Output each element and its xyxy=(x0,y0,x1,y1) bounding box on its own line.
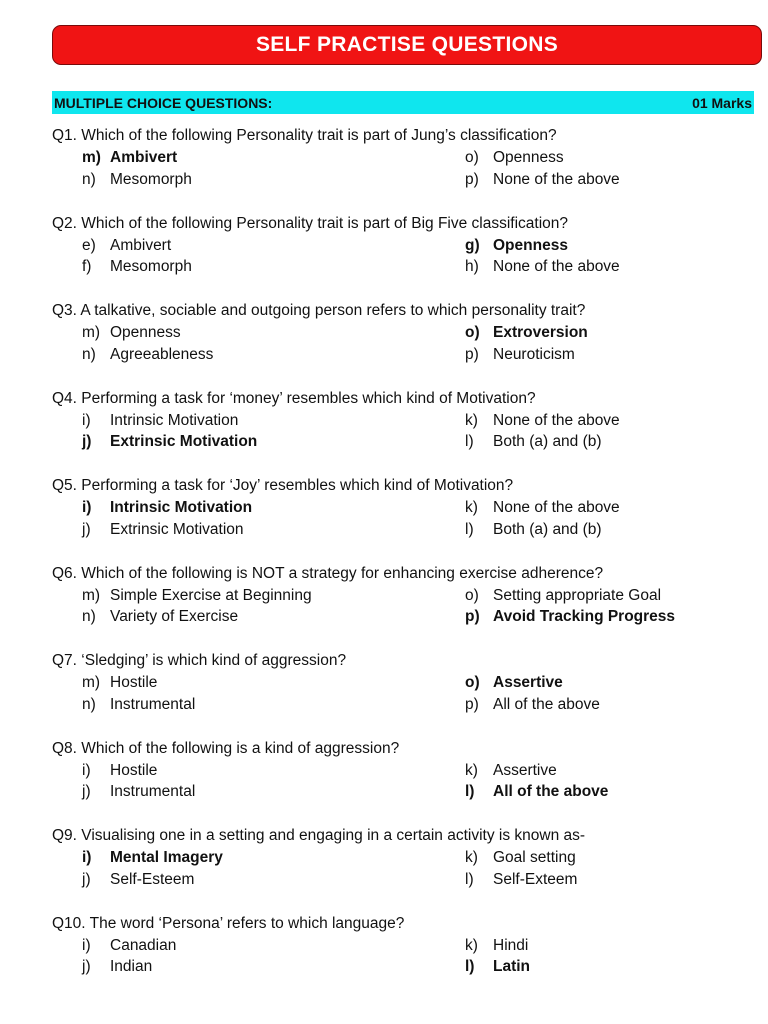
section-marks: 01 Marks xyxy=(692,94,752,111)
answer-option xyxy=(465,431,762,453)
option-text: Extroversion xyxy=(493,324,588,341)
answer-option xyxy=(52,497,465,519)
option-text: Setting appropriate Goal xyxy=(493,586,662,604)
question-text: Q6. Which of the following is NOT a strategy for enhancing exercise adherence? xyxy=(52,564,604,582)
answer-option xyxy=(52,606,465,628)
question-block xyxy=(52,564,762,652)
option-grid xyxy=(52,585,762,628)
option-text: Mesomorph xyxy=(110,170,192,188)
option-letter: l) xyxy=(465,433,474,450)
option-text: Openness xyxy=(110,324,181,341)
option-letter: l) xyxy=(465,783,475,800)
title-banner xyxy=(52,25,762,65)
answer-option xyxy=(52,585,465,607)
option-text: Both (a) and (b) xyxy=(493,433,602,450)
answer-option xyxy=(52,344,465,366)
option-letter: m) xyxy=(82,674,101,691)
answer-option xyxy=(52,935,465,957)
question-text: Q9. Visualising one in a setting and engaging in a certain activity is known as- xyxy=(52,827,586,844)
question-block xyxy=(52,826,762,914)
option-letter: k) xyxy=(465,499,478,516)
answer-option xyxy=(465,410,762,432)
question-text: Q8. Which of the following is a kind of aggression? xyxy=(52,739,400,757)
option-grid xyxy=(52,935,762,978)
option-grid xyxy=(52,847,762,890)
option-letter: o) xyxy=(465,149,479,166)
option-letter: o) xyxy=(465,674,480,691)
option-text: Ambivert xyxy=(110,149,178,166)
answer-option xyxy=(465,956,762,978)
question-list xyxy=(52,126,762,1001)
option-letter: i) xyxy=(82,936,91,954)
option-grid xyxy=(52,497,762,540)
option-text: Self-Esteem xyxy=(110,870,195,888)
answer-option xyxy=(465,519,762,541)
section-header xyxy=(52,91,754,114)
option-letter: m) xyxy=(82,324,101,341)
option-letter: n) xyxy=(82,170,96,188)
option-text: Canadian xyxy=(110,936,177,954)
option-text: Both (a) and (b) xyxy=(493,520,602,538)
answer-option xyxy=(52,410,465,432)
option-text: Latin xyxy=(493,958,531,975)
option-text: Simple Exercise at Beginning xyxy=(110,586,312,604)
option-letter: n) xyxy=(82,695,96,713)
option-letter: i) xyxy=(82,849,92,866)
option-letter: l) xyxy=(465,520,474,538)
question-text: Q2. Which of the following Personality trait is part of Big Five classification? xyxy=(52,214,569,232)
option-grid xyxy=(52,235,762,278)
answer-option xyxy=(465,169,762,191)
question-text: Q5. Performing a task for ‘Joy’ resembles which kind of Motivation? xyxy=(52,477,514,494)
option-letter: e) xyxy=(82,236,96,254)
option-letter: p) xyxy=(465,345,479,363)
option-text: None of the above xyxy=(493,499,620,516)
answer-option xyxy=(52,869,465,891)
option-grid xyxy=(52,322,762,365)
option-letter: g) xyxy=(465,236,480,254)
answer-option xyxy=(465,147,762,169)
question-block xyxy=(52,389,762,477)
answer-option xyxy=(52,169,465,191)
question-text: Q4. Performing a task for ‘money’ resembles which kind of Motivation? xyxy=(52,389,536,407)
question-text: Q1. Which of the following Personality trait is part of Jung’s classification? xyxy=(52,127,557,144)
option-text: None of the above xyxy=(493,170,620,188)
option-grid xyxy=(52,147,762,190)
option-text: None of the above xyxy=(493,411,620,429)
option-text: Indian xyxy=(110,958,153,975)
question-text: Q7. ‘Sledging’ is which kind of aggression? xyxy=(52,652,347,669)
option-text: Goal setting xyxy=(493,849,576,866)
answer-option xyxy=(52,147,465,169)
question-block xyxy=(52,126,762,214)
answer-option xyxy=(465,256,762,278)
question-block xyxy=(52,476,762,564)
option-text: Openness xyxy=(493,236,568,254)
answer-option xyxy=(52,235,465,257)
option-letter: k) xyxy=(465,849,478,866)
option-text: All of the above xyxy=(493,695,600,713)
option-text: Neuroticism xyxy=(493,345,575,363)
answer-option xyxy=(465,760,762,782)
option-letter: j) xyxy=(82,520,91,538)
question-block xyxy=(52,301,762,389)
option-letter: i) xyxy=(82,499,92,516)
answer-option xyxy=(52,519,465,541)
question-text: Q10. The word ‘Persona’ refers to which language? xyxy=(52,914,405,932)
answer-option xyxy=(52,256,465,278)
option-letter: k) xyxy=(465,411,478,429)
option-letter: j) xyxy=(82,433,92,450)
option-text: Variety of Exercise xyxy=(110,608,239,625)
option-text: Hostile xyxy=(110,761,158,779)
option-letter: k) xyxy=(465,936,478,954)
option-letter: j) xyxy=(82,783,91,800)
answer-option xyxy=(52,672,465,694)
answer-option xyxy=(52,781,465,803)
option-letter: p) xyxy=(465,608,480,625)
option-letter: l) xyxy=(465,958,475,975)
question-block xyxy=(52,739,762,827)
answer-option xyxy=(465,585,762,607)
option-text: Instrumental xyxy=(110,695,196,713)
answer-option xyxy=(465,322,762,344)
question-block xyxy=(52,914,762,1002)
option-letter: l) xyxy=(465,870,474,888)
answer-option xyxy=(465,781,762,803)
option-text: Openness xyxy=(493,149,564,166)
option-grid xyxy=(52,672,762,715)
option-text: Extrinsic Motivation xyxy=(110,520,244,538)
question-block xyxy=(52,651,762,739)
option-text: Assertive xyxy=(493,761,557,779)
option-text: Assertive xyxy=(493,674,563,691)
option-letter: n) xyxy=(82,608,96,625)
answer-option xyxy=(465,606,762,628)
page-title: SELF PRACTISE QUESTIONS xyxy=(255,33,559,56)
option-letter: k) xyxy=(465,761,478,779)
option-text: Intrinsic Motivation xyxy=(110,411,239,429)
option-text: Hostile xyxy=(110,674,158,691)
answer-option xyxy=(465,869,762,891)
answer-option xyxy=(465,235,762,257)
option-letter: o) xyxy=(465,324,480,341)
answer-option xyxy=(465,344,762,366)
option-letter: h) xyxy=(465,258,479,275)
answer-option xyxy=(465,847,762,869)
answer-option xyxy=(52,431,465,453)
option-grid xyxy=(52,410,762,453)
answer-option xyxy=(52,760,465,782)
option-letter: n) xyxy=(82,345,96,363)
option-text: Self-Exteem xyxy=(493,870,578,888)
option-letter: i) xyxy=(82,761,91,779)
option-letter: p) xyxy=(465,695,479,713)
option-text: Extrinsic Motivation xyxy=(110,433,258,450)
option-text: Hindi xyxy=(493,936,529,954)
option-text: Mental Imagery xyxy=(110,849,223,866)
option-letter: j) xyxy=(82,958,91,975)
option-text: Intrinsic Motivation xyxy=(110,499,253,516)
answer-option xyxy=(52,694,465,716)
answer-option xyxy=(465,694,762,716)
section-label: MULTIPLE CHOICE QUESTIONS: xyxy=(54,94,273,111)
option-text: Agreeableness xyxy=(110,345,214,363)
answer-option xyxy=(52,322,465,344)
option-text: Ambivert xyxy=(110,236,172,254)
option-letter: f) xyxy=(82,258,92,275)
answer-option xyxy=(465,935,762,957)
answer-option xyxy=(52,956,465,978)
option-text: None of the above xyxy=(493,258,620,275)
option-text: Mesomorph xyxy=(110,258,192,275)
answer-option xyxy=(52,847,465,869)
option-text: Avoid Tracking Progress xyxy=(493,608,676,625)
option-letter: j) xyxy=(82,870,91,888)
option-letter: m) xyxy=(82,149,101,166)
question-block xyxy=(52,214,762,302)
option-letter: i) xyxy=(82,411,91,429)
option-text: All of the above xyxy=(493,783,609,800)
option-grid xyxy=(52,760,762,803)
option-letter: p) xyxy=(465,170,479,188)
option-text: Instrumental xyxy=(110,783,196,800)
option-letter: m) xyxy=(82,586,101,604)
option-letter: o) xyxy=(465,586,479,604)
answer-option xyxy=(465,497,762,519)
question-text: Q3. A talkative, sociable and outgoing person refers to which personality trait? xyxy=(52,302,586,319)
answer-option xyxy=(465,672,762,694)
